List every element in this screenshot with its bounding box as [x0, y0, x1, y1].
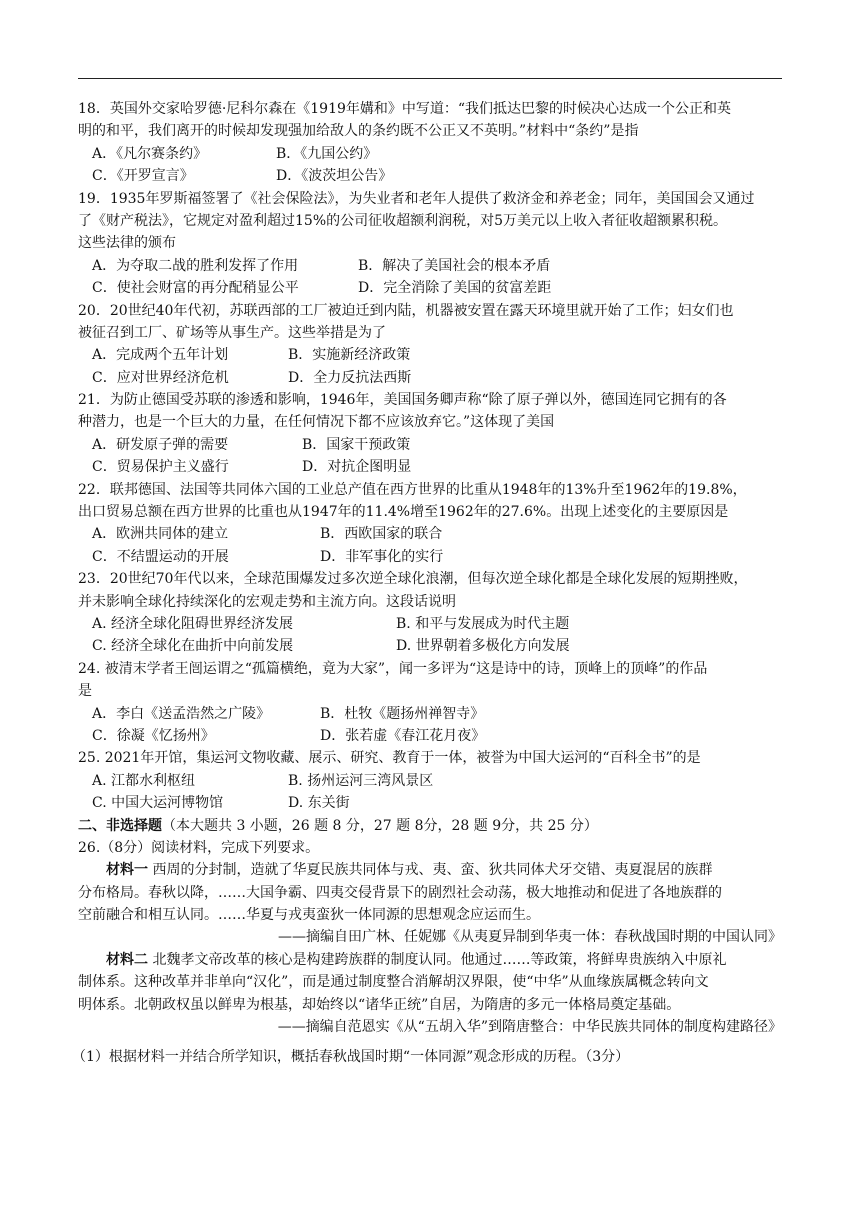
question-24	[78, 658, 782, 748]
material-two	[78, 949, 782, 1039]
question-stem: 是	[78, 683, 92, 700]
option-b: B．西欧国家的联合	[320, 526, 443, 543]
material-line: 分布格局。春秋以降，……大国争霸、四夷交侵背景下的剧烈社会动荡，极大地推动和促进了各地族群的	[78, 884, 722, 901]
question-21	[78, 389, 782, 479]
question-26	[72, 837, 782, 1069]
option-b: B．解决了美国社会的根本矛盾	[358, 257, 551, 274]
option-b: B．国家干预政策	[302, 436, 411, 453]
question-stem: 明的和平，我们离开的时候却发现强加给敌人的条约既不公正又不英明。”材料中“条约”是指	[78, 123, 639, 140]
material-one	[78, 859, 782, 949]
question-23	[78, 568, 782, 658]
options-row	[78, 770, 782, 792]
option-d: D．完全消除了美国的贫富差距	[358, 280, 552, 297]
options-row	[78, 255, 782, 277]
material-source: ——摘编自范恩实《从“五胡入华”到隋唐整合：中华民族共同体的制度构建路径》	[277, 1019, 782, 1036]
sub-question-1: （1）根据材料一并结合所学知识，概括春秋战国时期“一体同源”观念形成的历程。（3分）	[72, 1049, 630, 1066]
option-a: A. 江都水利枢纽	[92, 772, 196, 789]
material-source: ——摘编自田广林、任妮娜《从夷夏异制到华夷一体：春秋战国时期的中国认同》	[278, 929, 782, 946]
options-row	[78, 703, 782, 725]
question-20	[78, 300, 782, 390]
option-d: D．对抗企图明显	[302, 459, 412, 476]
options-row	[78, 277, 782, 299]
material-label: 材料二	[106, 951, 148, 968]
options-row	[78, 165, 782, 187]
options-row	[78, 434, 782, 456]
header-rule	[78, 78, 782, 79]
question-stem: 21．为防止德国受苏联的渗透和影响，1946年，美国国务卿声称“除了原子弹以外，德国连同它拥有的各	[78, 392, 727, 409]
option-b: B．《九国公约》	[276, 145, 378, 162]
material-text: 北魏孝文帝改革的核心是构建跨族群的制度认同。他通过……等政策，将鲜卑贵族纳入中原礼	[148, 951, 727, 968]
question-18	[78, 98, 782, 188]
material-line: 空前融合和相互认同。……华夏与戎夷蛮狄一体同源的思想观念应运而生。	[78, 907, 540, 924]
question-stem: 23．20世纪70年代以来，全球范围爆发过多次逆全球化浪潮，但每次逆全球化都是全球化发展的短期挫败，	[78, 571, 748, 588]
option-a: A．研发原子弹的需要	[92, 436, 229, 453]
material-line: 明体系。北朝政权虽以鲜卑为根基，却始终以“诸华正统”自居，为隋唐的多元一体格局奠定基础。	[78, 996, 681, 1013]
options-row	[78, 344, 782, 366]
option-b: B．杜牧《题扬州禅智寺》	[320, 705, 485, 722]
question-stem: 24. 被清末学者王闿运谓之“孤篇横绝，竟为大家”，闻一多评为“这是诗中的诗，顶峰上的顶峰”的作品	[78, 660, 708, 677]
question-stem: 这些法律的颁布	[78, 235, 176, 252]
option-a: A．为夺取二战的胜利发挥了作用	[92, 257, 299, 274]
section-heading	[78, 815, 782, 837]
question-stem: 20．20世纪40年代初，苏联西部的工厂被迫迁到内陆，机器被安置在露天环境里就开始了工作；妇女们也	[78, 302, 734, 319]
exam-page	[72, 98, 782, 1069]
options-row	[78, 792, 782, 814]
question-stem: 了《财产税法》，它规定对盈利超过15%的公司征收超额利润税，对5万美元以上收入者征收超额累积税。	[78, 212, 728, 229]
option-a: A．李白《送孟浩然之广陵》	[92, 705, 271, 722]
option-d: D. 东关街	[288, 795, 350, 812]
material-line: 制体系。这种改革并非单向“汉化”，而是通过制度整合消解胡汉界限，使“中华”从血缘族属概念转向文	[78, 974, 709, 991]
section-title: 二、非选择题	[78, 817, 162, 834]
options-row	[78, 635, 782, 657]
options-row	[78, 456, 782, 478]
question-stem: 出口贸易总额在西方世界的比重也从1947年的11.4%增至1962年的27.6%。出现上述变化的主要原因是	[78, 504, 729, 521]
section-description: （本大题共 3 小题，26 题 8 分，27 题 8分，28 题 9分，共 25 分）	[162, 817, 598, 834]
option-d: D. 世界朝着多极化方向发展	[396, 638, 570, 655]
option-b: B．实施新经济政策	[288, 347, 411, 364]
options-row	[78, 546, 782, 568]
material-label: 材料一	[106, 862, 148, 879]
question-19	[78, 188, 782, 300]
options-row	[78, 367, 782, 389]
question-stem: 25. 2021年开馆，集运河文物收藏、展示、研究、教育于一体，被誉为中国大运河的“百科全书”的是	[78, 750, 701, 767]
material-text: 西周的分封制，造就了华夏民族共同体与戎、夷、蛮、狄共同体犬牙交错、夷夏混居的族群	[148, 862, 713, 879]
material-line	[78, 859, 782, 881]
option-c: C．《开罗宣言》	[92, 168, 194, 185]
question-stem: 被征召到工厂、矿场等从事生产。这些举措是为了	[78, 324, 386, 341]
option-d: D．非军事化的实行	[320, 548, 444, 565]
option-d: D．张若虚《春江花月夜》	[320, 727, 486, 744]
option-a: A．欧洲共同体的建立	[92, 526, 229, 543]
options-row	[78, 613, 782, 635]
option-a: A．完成两个五年计划	[92, 347, 229, 364]
question-stem: 并未影响全球化持续深化的宏观走势和主流方向。这段话说明	[78, 593, 456, 610]
option-c: C．徐凝《忆扬州》	[92, 727, 215, 744]
question-25	[78, 747, 782, 814]
options-row	[78, 523, 782, 545]
option-c: C. 经济全球化在曲折中向前发展	[92, 638, 294, 655]
options-row	[78, 725, 782, 747]
option-d: D．全力反抗法西斯	[288, 369, 412, 386]
options-row	[78, 143, 782, 165]
option-c: C. 中国大运河博物馆	[92, 795, 224, 812]
option-c: C．使社会财富的再分配稍显公平	[92, 280, 299, 297]
option-c: C．应对世界经济危机	[92, 369, 229, 386]
option-b: B. 扬州运河三湾风景区	[288, 772, 434, 789]
option-a: A．《凡尔赛条约》	[92, 145, 208, 162]
material-line	[78, 949, 782, 971]
option-b: B. 和平与发展成为时代主题	[396, 615, 570, 632]
option-c: C．贸易保护主义盛行	[92, 459, 229, 476]
question-stem: 26.（8分）阅读材料，完成下列要求。	[78, 839, 320, 856]
question-stem: 种潜力，也是一个巨大的力量，在任何情况下都不应该放弃它。”这体现了美国	[78, 414, 555, 431]
question-stem: 18．英国外交家哈罗德·尼科尔森在《1919年媾和》中写道：“我们抵达巴黎的时候决心达成一个公正和英	[78, 101, 732, 117]
option-c: C．不结盟运动的开展	[92, 548, 229, 565]
option-a: A. 经济全球化阻碍世界经济发展	[92, 615, 294, 632]
question-stem: 22．联邦德国、法国等共同体六国的工业总产值在西方世界的比重从1948年的13%升至1962年的19.8%，	[78, 481, 747, 498]
spacer	[78, 1038, 782, 1046]
question-22	[78, 479, 782, 569]
option-d: D．《波茨坦公告》	[276, 168, 393, 185]
question-stem: 19．1935年罗斯福签署了《社会保险法》，为失业者和老年人提供了救济金和养老金；同年，美国国会又通过	[78, 190, 755, 207]
